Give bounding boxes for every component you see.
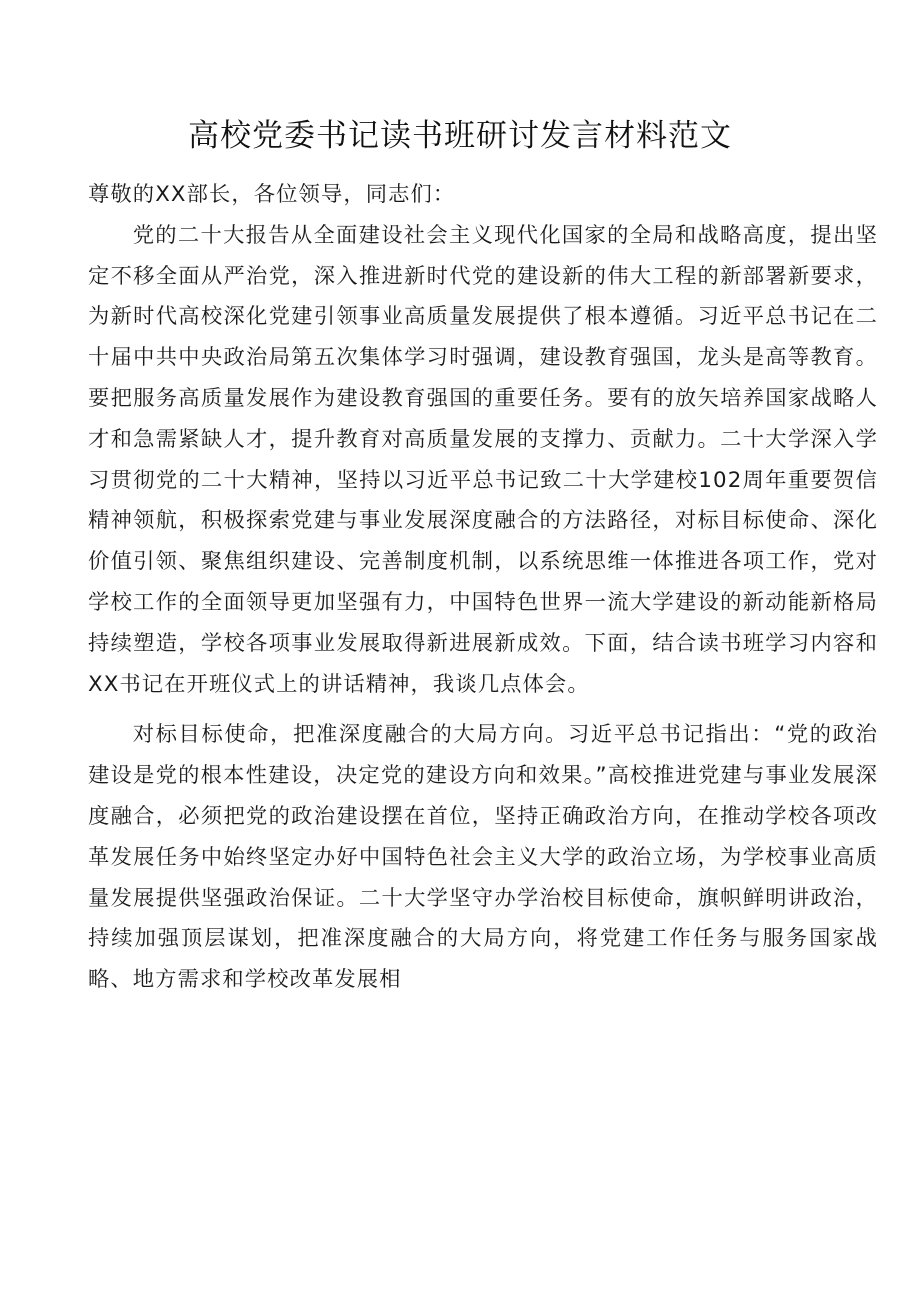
paragraph-2: 对标目标使命，把准深度融合的大局方向。习近平总书记指出：“党的政治建设是党的根本性建设，决定党的建设方向和效果。”高校推进党建与事业发展深度融合，必须把党的政治建设摆在首位，坚持正确政治方向，在推动学校各项改革发展任务中始终坚定办好中国特色社会主义大学的政治立场，为学校事业高质量发展提供坚强政治保证。二十大学坚守办学治校目标使命，旗帜鲜明讲政治，持续加强顶层谋划，把准深度融合的大局方向，将党建工作任务与服务国家战略、地方需求和学校改革发展相	[88, 722, 878, 993]
salutation: 尊敬的XX部长，各位领导，同志们：	[88, 182, 456, 207]
document-title: 高校党委书记读书班研讨发言材料范文	[188, 118, 732, 154]
document-body	[88, 175, 878, 1001]
paragraph-1: 党的二十大报告从全面建设社会主义现代化国家的全局和战略高度，提出坚定不移全面从严治党，深入推进新时代党的建设新的伟大工程的新部署新要求，为新时代高校深化党建引领事业高质量发展提供了根本遵循。习近平总书记在二十届中共中央政治局第五次集体学习时强调，建设教育强国，龙头是高等教育。要把服务高质量发展作为建设教育强国的重要任务。要有的放矢培养国家战略人才和急需紧缺人才，提升教育对高质量发展的支撑力、贡献力。二十大学深入学习贯彻党的二十大精神，坚持以习近平总书记致二十大学建校102周年重要贺信精神领航，积极探索党建与事业发展深度融合的方法路径，对标目标使命、深化价值引领、聚焦组织建设、完善制度机制，以系统思维一体推进各项工作，党对学校工作的全面领导更加坚强有力，中国特色世界一流大学建设的新动能新格局持续塑造，学校各项事业发展取得新进展新成效。下面，结合读书班学习内容和XX书记在开班仪式上的讲话精神，我谈几点体会。	[88, 222, 878, 697]
